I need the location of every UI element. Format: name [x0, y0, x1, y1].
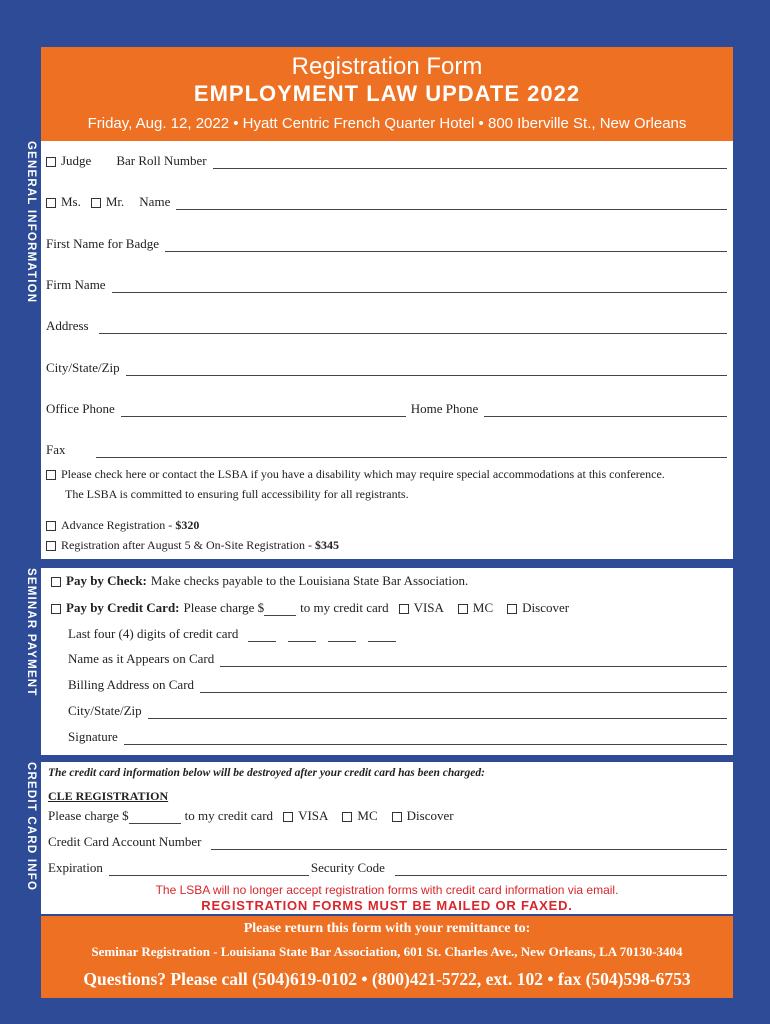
cc-charge-row	[48, 806, 727, 824]
visa-checkbox[interactable]	[399, 604, 409, 614]
security-label: Security Code	[310, 860, 385, 875]
cc-discover-label: Discover	[406, 808, 454, 823]
firm-label: Firm Name	[46, 277, 106, 292]
city-label: City/State/Zip	[46, 360, 120, 375]
general-information-section	[41, 141, 733, 559]
address-field[interactable]	[99, 322, 727, 334]
cc-notice-row	[48, 763, 727, 781]
visa-label: VISA	[413, 600, 444, 615]
signature-row	[68, 727, 727, 745]
billing-field[interactable]	[200, 681, 727, 693]
fax-label: Fax	[46, 442, 66, 457]
name-field[interactable]	[176, 198, 727, 210]
bar-roll-field[interactable]	[213, 157, 727, 169]
payment-city-field[interactable]	[148, 707, 727, 719]
side-label-cc: CREDIT CARD INFO	[25, 762, 37, 892]
late-price: $345	[314, 538, 339, 552]
account-label: Credit Card Account Number	[48, 834, 202, 849]
ms-label: Ms.	[61, 194, 81, 209]
fax-row	[46, 440, 727, 458]
office-phone-label: Office Phone	[46, 401, 115, 416]
event-details: Friday, Aug. 12, 2022 • Hyatt Centric French Quarter Hotel • 800 Iberville St., New Orleans	[87, 115, 687, 132]
mail-fax-notice: REGISTRATION FORMS MUST BE MAILED OR FAXED.	[201, 898, 573, 913]
badge-row	[46, 234, 727, 252]
home-phone-label: Home Phone	[410, 401, 479, 416]
office-phone-field[interactable]	[121, 405, 406, 417]
judge-row	[46, 151, 727, 169]
name-card-row	[68, 649, 727, 667]
mc-label: MC	[472, 600, 494, 615]
signature-label: Signature	[68, 729, 118, 744]
disability-checkbox[interactable]	[46, 470, 56, 480]
billing-row	[68, 675, 727, 693]
payment-city-label: City/State/Zip	[68, 703, 142, 718]
fax-field[interactable]	[96, 446, 728, 458]
cle-row	[48, 786, 727, 804]
credit-label: Pay by Credit Card:	[66, 600, 180, 615]
badge-field[interactable]	[165, 240, 727, 252]
late-checkbox[interactable]	[46, 541, 56, 551]
last-four-field-1[interactable]	[248, 630, 276, 642]
return-instruction: Please return this form with your remittance to:	[243, 921, 531, 936]
advance-label: Advance Registration -	[61, 518, 173, 532]
address-row	[46, 316, 727, 334]
last-four-field-2[interactable]	[288, 630, 316, 642]
check-label: Pay by Check:	[66, 573, 147, 588]
bar-roll-label: Bar Roll Number	[116, 153, 207, 168]
form-header	[41, 47, 733, 141]
cle-heading: CLE REGISTRATION	[48, 789, 169, 803]
city-row	[46, 358, 727, 376]
cc-visa-checkbox[interactable]	[283, 812, 293, 822]
event-title: EMPLOYMENT LAW UPDATE 2022	[193, 81, 581, 106]
cc-visa-label: VISA	[298, 808, 329, 823]
name-card-field[interactable]	[220, 655, 727, 667]
security-field[interactable]	[395, 864, 727, 876]
advance-row	[46, 515, 727, 533]
check-text: Make checks payable to the Louisiana State Bar Association.	[150, 573, 469, 588]
mr-label: Mr.	[105, 194, 125, 209]
account-row	[48, 832, 727, 850]
discover-label: Discover	[522, 600, 570, 615]
disability-row	[46, 464, 727, 482]
credit-text-1: Please charge $	[183, 600, 265, 615]
accessibility-row	[65, 484, 727, 502]
name-row	[46, 192, 727, 210]
cc-mc-label: MC	[357, 808, 378, 823]
badge-label: First Name for Badge	[46, 236, 160, 251]
return-address: Seminar Registration - Louisiana State Bar Association, 601 St. Charles Ave., New Orleans, LA 70130-3404	[91, 944, 683, 959]
mc-checkbox[interactable]	[458, 604, 468, 614]
last-four-row	[68, 624, 727, 642]
form-footer	[41, 916, 733, 998]
payment-city-row	[68, 701, 727, 719]
credit-row	[51, 598, 727, 616]
accessibility-text: The LSBA is committed to ensuring full accessibility for all registrants.	[65, 487, 409, 501]
cc-charge-label-2: to my credit card	[184, 808, 274, 823]
cc-charge-amount-field[interactable]	[129, 812, 181, 824]
side-label-general: GENERAL INFORMATION	[25, 141, 37, 304]
disability-text: Please check here or contact the LSBA if you have a disability which may require special accommodations at this conference.	[61, 467, 665, 481]
credit-text-2: to my credit card	[300, 600, 389, 615]
late-row	[46, 535, 727, 553]
last-four-field-3[interactable]	[328, 630, 356, 642]
cc-warning: The LSBA will no longer accept registration forms with credit card information via email.	[155, 883, 619, 897]
form-title: Registration Form	[291, 53, 483, 80]
expiration-field[interactable]	[109, 864, 309, 876]
ms-checkbox[interactable]	[46, 198, 56, 208]
judge-label: Judge	[61, 153, 92, 168]
cc-mc-checkbox[interactable]	[342, 812, 352, 822]
signature-field[interactable]	[124, 733, 727, 745]
advance-price: $320	[175, 518, 200, 532]
credit-checkbox[interactable]	[51, 604, 61, 614]
seminar-payment-section	[41, 568, 733, 755]
account-field[interactable]	[211, 838, 727, 850]
address-label: Address	[46, 318, 89, 333]
firm-row	[46, 275, 727, 293]
name-label: Name	[139, 194, 171, 209]
phone-row	[46, 399, 727, 417]
last-four-label: Last four (4) digits of credit card	[68, 626, 239, 641]
check-row	[51, 571, 727, 589]
cc-charge-label-1: Please charge $	[48, 808, 129, 823]
firm-field[interactable]	[112, 281, 727, 293]
charge-amount-field[interactable]	[264, 604, 296, 616]
side-label-payment: SEMINAR PAYMENT	[25, 568, 37, 697]
expiration-label: Expiration	[48, 860, 103, 875]
expiration-row	[48, 858, 727, 876]
last-four-field-4[interactable]	[368, 630, 396, 642]
cc-notice: The credit card information below will be destroyed after your credit card has been charged:	[48, 767, 485, 779]
name-card-label: Name as it Appears on Card	[68, 651, 215, 666]
discover-checkbox[interactable]	[507, 604, 517, 614]
home-phone-field[interactable]	[484, 405, 727, 417]
credit-card-info-section	[41, 762, 733, 914]
billing-label: Billing Address on Card	[68, 677, 195, 692]
check-checkbox[interactable]	[51, 577, 61, 587]
advance-checkbox[interactable]	[46, 521, 56, 531]
judge-checkbox[interactable]	[46, 157, 56, 167]
mr-checkbox[interactable]	[91, 198, 101, 208]
late-label: Registration after August 5 & On-Site Registration -	[61, 538, 312, 552]
city-field[interactable]	[126, 364, 727, 376]
contact-info: Questions? Please call (504)619-0102 • (800)421-5722, ext. 102 • fax (504)598-6753	[83, 969, 691, 989]
cc-discover-checkbox[interactable]	[392, 812, 402, 822]
